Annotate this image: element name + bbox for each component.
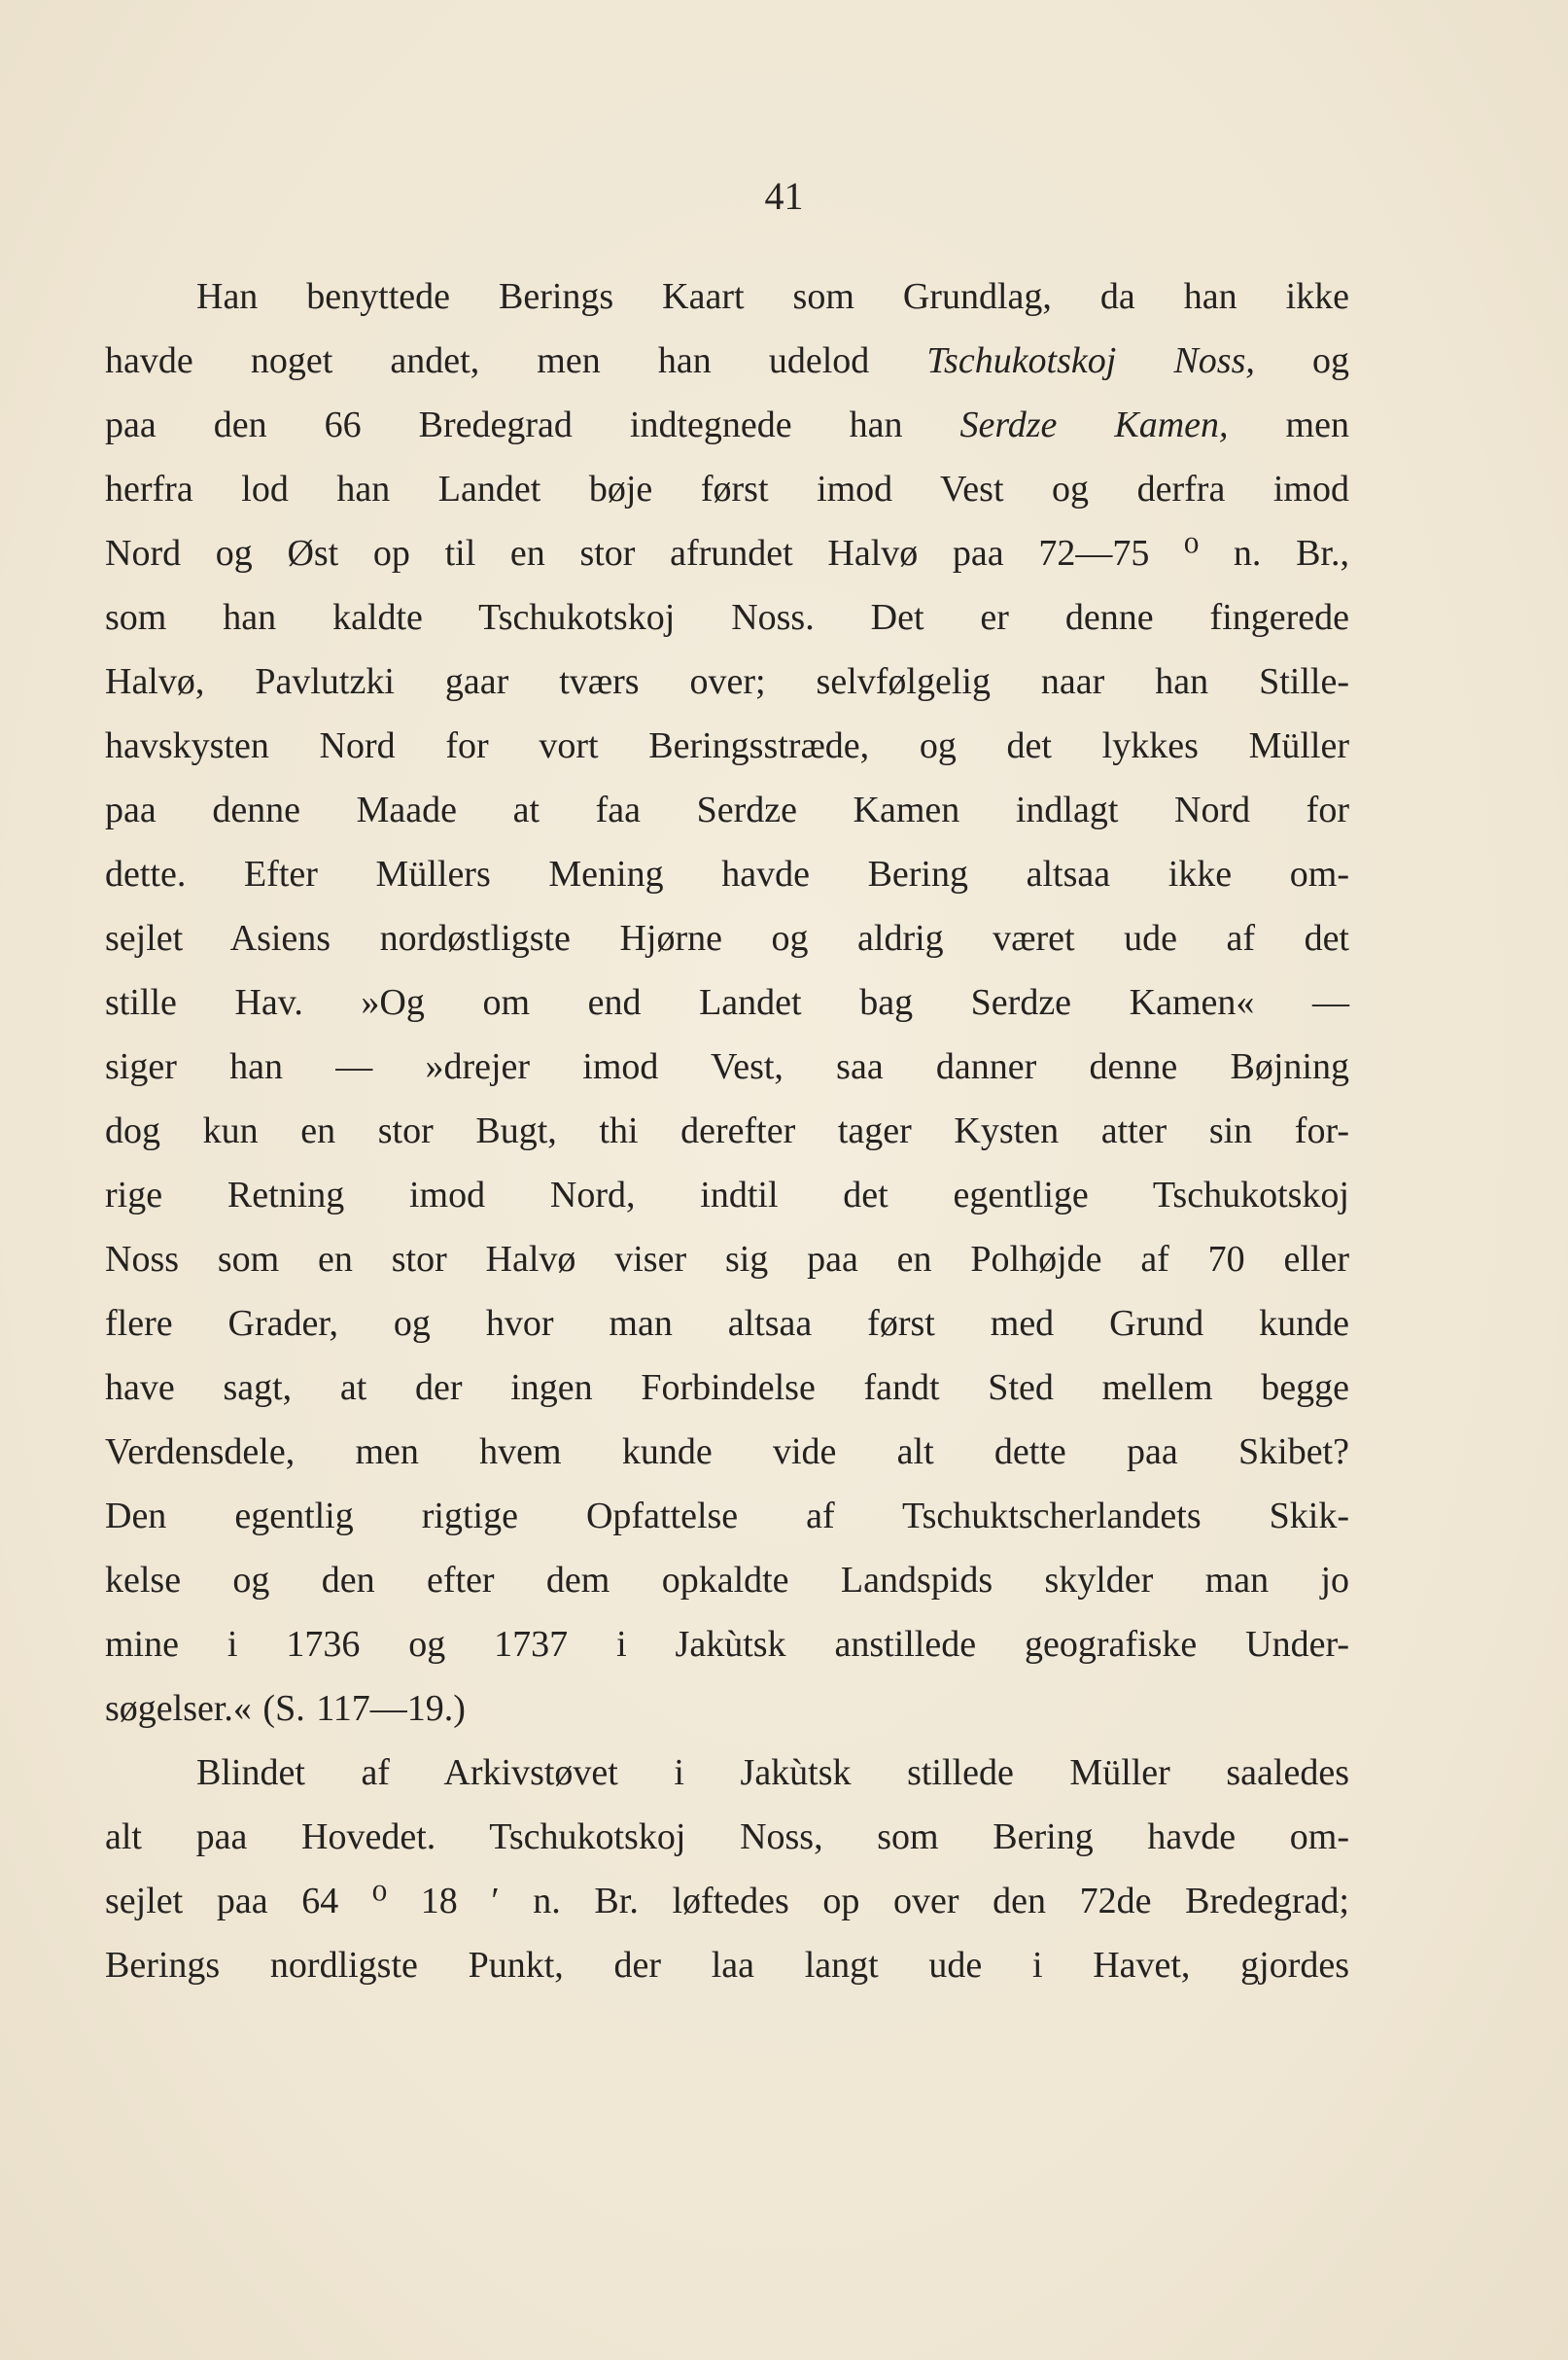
- text-line: Han benyttede Berings Kaart som Grundlag, da han ikke: [196, 276, 1349, 317]
- text-line: herfra lod han Landet bøje først imod Vest og derfra imod: [105, 469, 1349, 510]
- text-line: dog kun en stor Bugt, thi derefter tager Kysten atter sin for-: [105, 1110, 1349, 1151]
- text-line: siger han — »drejer imod Vest, saa danner denne Bøjning: [105, 1046, 1349, 1087]
- italic-place-name: Tschukotskoj Noss,: [926, 340, 1255, 381]
- text-line: havde noget andet, men han udelod Tschukotskoj Noss, og: [105, 340, 1349, 381]
- text-line: kelse og den efter dem opkaldte Landspids skylder man jo: [105, 1560, 1349, 1601]
- text-line: søgelser.« (S. 117—19.): [105, 1688, 466, 1729]
- text-line: som han kaldte Tschukotskoj Noss. Det er denne fingerede: [105, 597, 1349, 638]
- text-line: alt paa Hovedet. Tschukotskoj Noss, som Bering havde om-: [105, 1816, 1349, 1857]
- text-line: mine i 1736 og 1737 i Jakùtsk anstillede geografiske Under-: [105, 1624, 1349, 1665]
- text-line: have sagt, at der ingen Forbindelse fandt Sted mellem begge: [105, 1367, 1349, 1408]
- text-line: flere Grader, og hvor man altsaa først med Grund kunde: [105, 1303, 1349, 1344]
- text-line: sejlet paa 64 ⁰ 18 ′ n. Br. løftedes op over den 72de Bredegrad;: [105, 1881, 1349, 1921]
- text-line: stille Hav. »Og om end Landet bag Serdze Kamen« —: [105, 982, 1349, 1023]
- text-line: sejlet Asiens nordøstligste Hjørne og aldrig været ude af det: [105, 918, 1349, 959]
- paragraph: [105, 1741, 1349, 1997]
- text-line: paa denne Maade at faa Serdze Kamen indlagt Nord for: [105, 790, 1349, 830]
- text-line: havskysten Nord for vort Beringsstræde, og det lykkes Müller: [105, 725, 1349, 766]
- text-line: Blindet af Arkivstøvet i Jakùtsk stillede Müller saaledes: [196, 1752, 1349, 1793]
- text-line: Halvø, Pavlutzki gaar tværs over; selvfølgelig naar han Stille-: [105, 661, 1349, 702]
- text-line: paa den 66 Bredegrad indtegnede han Serdze Kamen, men: [105, 405, 1349, 445]
- text-line: dette. Efter Müllers Mening havde Bering altsaa ikke om-: [105, 854, 1349, 895]
- text-line: Verdensdele, men hvem kunde vide alt dette paa Skibet?: [105, 1431, 1349, 1472]
- body-text: [105, 264, 1349, 1997]
- text-line: Nord og Øst op til en stor afrundet Halvø paa 72—75 ⁰ n. Br.,: [105, 533, 1349, 574]
- text-line: Berings nordligste Punkt, der laa langt ude i Havet, gjordes: [105, 1945, 1349, 1986]
- italic-place-name: Serdze Kamen,: [959, 405, 1229, 445]
- page-number: 41: [764, 174, 804, 218]
- text-line: Den egentlig rigtige Opfattelse af Tschuktscherlandets Skik-: [105, 1496, 1349, 1536]
- text-line: rige Retning imod Nord, indtil det egentlige Tschukotskoj: [105, 1175, 1349, 1215]
- paragraph: [105, 264, 1349, 1741]
- text-line: Noss som en stor Halvø viser sig paa en Polhøjde af 70 eller: [105, 1239, 1349, 1280]
